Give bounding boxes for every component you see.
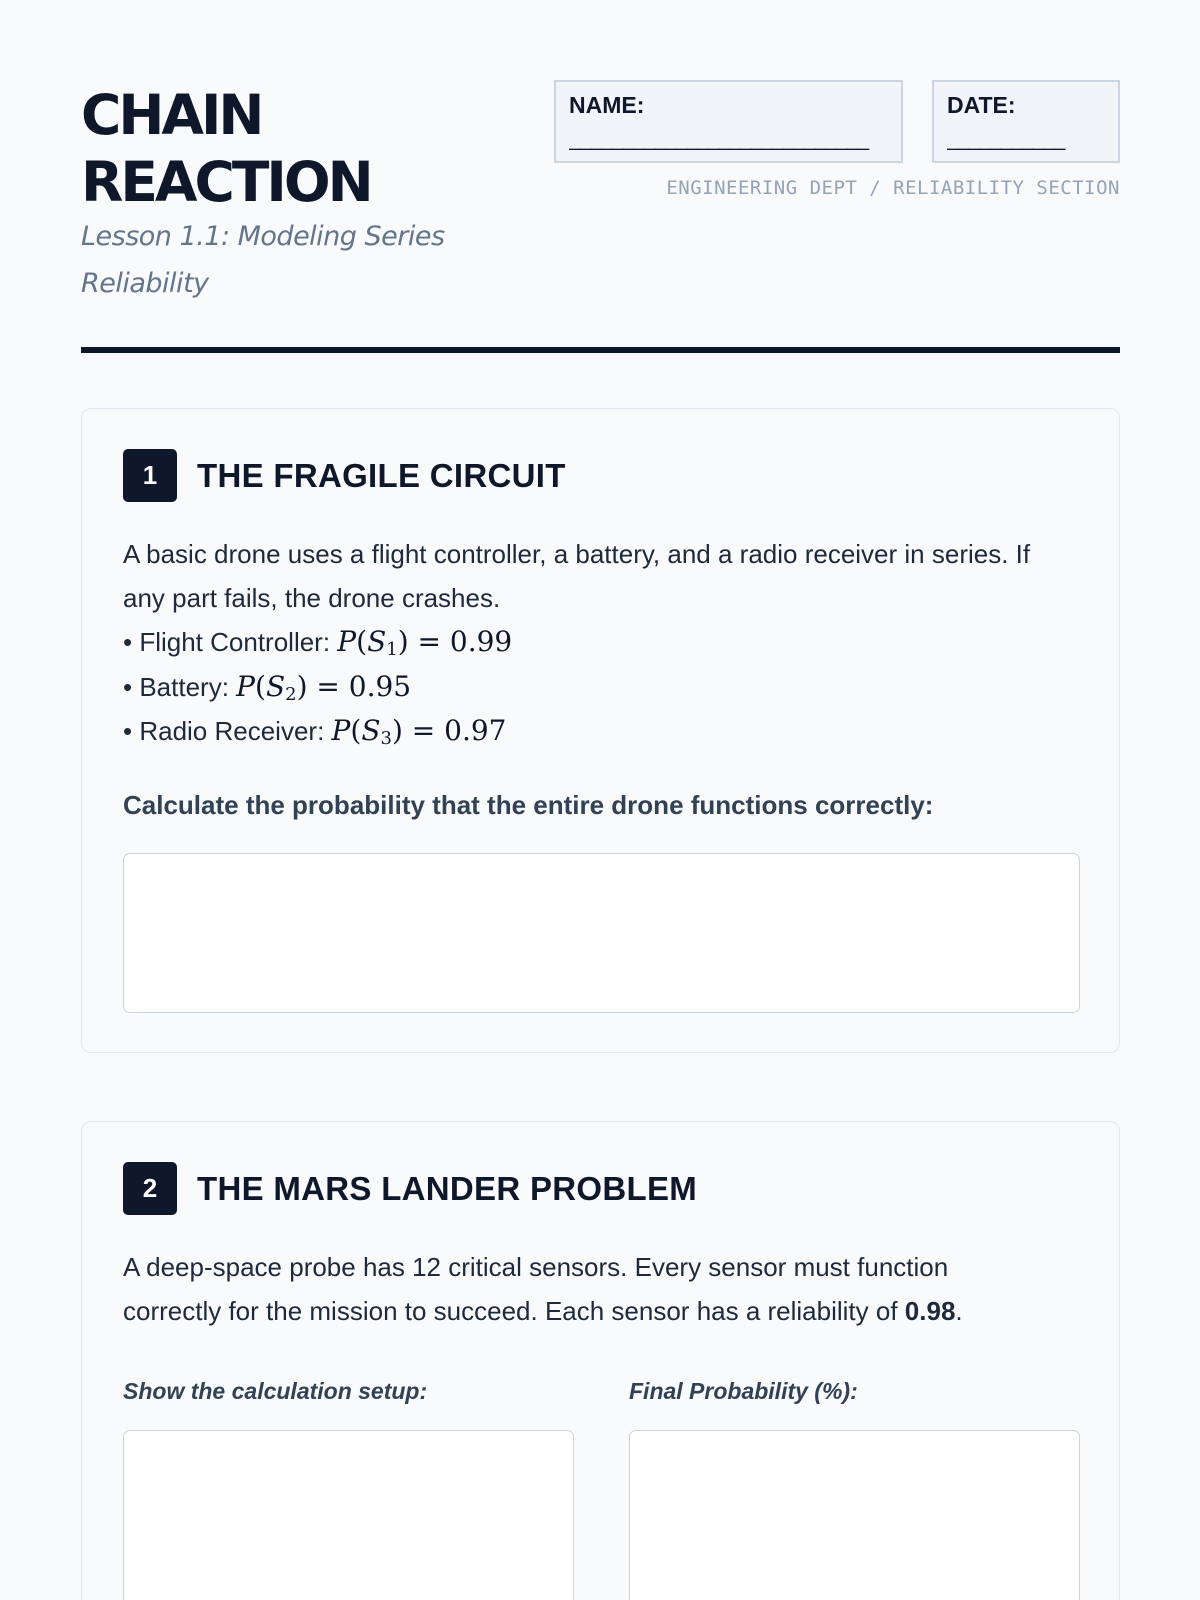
worksheet-page — [81, 0, 1120, 1600]
department-label: ENGINEERING DEPT / RELIABILITY SECTION — [666, 177, 1120, 199]
date-label: DATE: — [947, 92, 1016, 118]
title-line-1: CHAIN — [81, 83, 262, 147]
lesson-subtitle: Lesson 1.1: Modeling Series Reliability — [81, 221, 445, 299]
question-prompt: Calculate the probability that the entire drone functions correctly: — [123, 790, 934, 820]
formula-value: 0.97 — [444, 714, 507, 747]
setup-label: Show the calculation setup: — [123, 1378, 428, 1404]
problem-number-badge: 1 — [123, 449, 177, 502]
answer-input-box[interactable] — [123, 853, 1080, 1013]
problem-description — [123, 1246, 1043, 1333]
formula-variable: S — [367, 625, 387, 658]
problem-number-badge: 2 — [123, 1162, 177, 1215]
problem-card-2 — [81, 1121, 1120, 1600]
date-field[interactable] — [932, 80, 1120, 163]
component-formula: $P(S_2) = 0.95$ — [236, 669, 412, 705]
final-probability-input-box[interactable] — [629, 1430, 1080, 1600]
date-blank-line: ___________ — [947, 130, 1065, 150]
name-field[interactable] — [554, 80, 903, 163]
problem-description — [123, 533, 1043, 754]
component-formula: $P(S_3) = 0.97$ — [331, 714, 507, 749]
component-name: Flight Controller: — [139, 627, 331, 657]
problem-title: THE FRAGILE CIRCUIT — [197, 457, 566, 494]
component-item: • Radio Receiver: $P(S_3) = 0.97$ — [123, 714, 507, 749]
worksheet-header — [81, 0, 1120, 360]
page-title — [81, 82, 371, 216]
problem-card-1 — [81, 408, 1120, 1053]
final-probability-label: Final Probability (%): — [629, 1378, 858, 1404]
problem-text: A deep-space probe has 12 critical sensors. Every sensor must function correctly for the mission to succeed. Each sensor has a reliability of — [123, 1252, 949, 1326]
formula-value: 0.95 — [348, 669, 412, 703]
component-item: • Battery: $P(S_2) = 0.95$ — [123, 669, 412, 705]
component-name: Radio Receiver: — [139, 716, 325, 746]
title-line-2: REACTION — [81, 150, 371, 214]
name-label: NAME: — [569, 92, 645, 118]
setup-input-box[interactable] — [123, 1430, 574, 1600]
name-blank-line: ____________________________ — [569, 130, 869, 150]
formula-variable: S — [361, 714, 381, 747]
reliability-value: 0.98 — [904, 1295, 956, 1326]
formula-variable: S — [265, 669, 286, 703]
formula-index: 2 — [285, 683, 297, 705]
formula-value: 0.99 — [449, 625, 513, 658]
formula-index: 1 — [386, 639, 398, 660]
component-item: • Flight Controller: $P(S_1) = 0.99$ — [123, 625, 513, 660]
component-formula: $P(S_1) = 0.99$ — [337, 625, 513, 660]
formula-index: 3 — [380, 728, 392, 749]
problem-text: A basic drone uses a flight controller, a battery, and a radio receiver in series. If any part fails, the drone crashes. — [123, 539, 1031, 613]
problem-title: THE MARS LANDER PROBLEM — [197, 1170, 698, 1207]
component-name: Battery: — [139, 671, 229, 702]
header-divider — [81, 347, 1120, 353]
problem-text-end: . — [955, 1295, 963, 1326]
